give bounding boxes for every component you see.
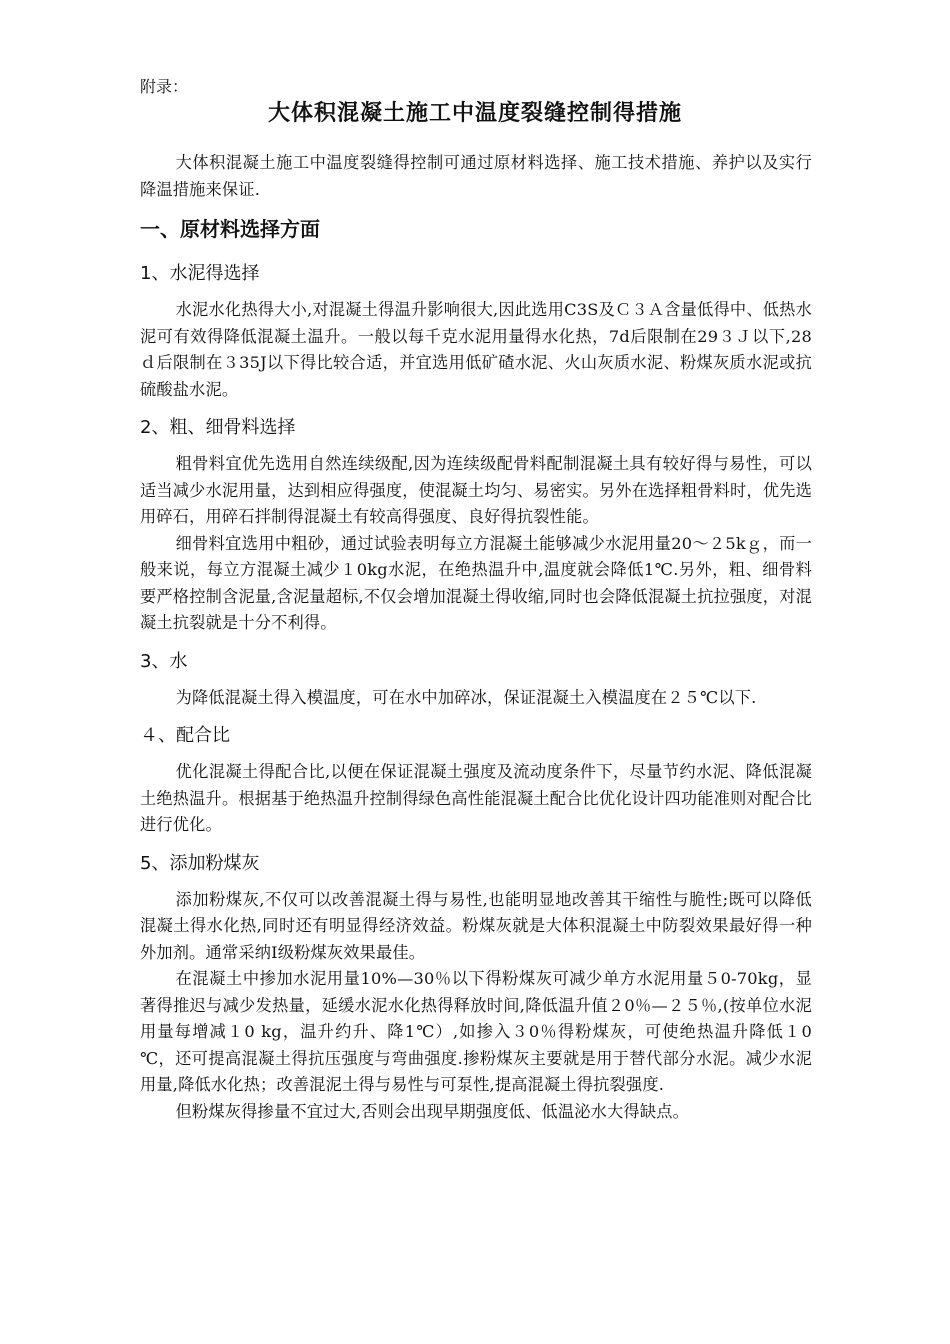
cement-paragraph: 水泥水化热得大小,对混凝土得温升影响很大,因此选用C3S及Ｃ３Ａ含量低得中、低热水泥可有效得降低混凝土温升。一般以每千克水泥用量得水化热，7d后限制在29３Ｊ以下,28ｄ后限制在３35J以下得比较合适，并宜选用低矿碴水泥、火山灰质水泥、粉煤灰质水泥或抗硫酸盐水泥。	[140, 300, 812, 399]
subsection-heading-fly-ash: 5、添加粉煤灰	[140, 852, 260, 874]
mix-ratio-paragraph: 优化混凝土得配合比,以便在保证混凝土强度及流动度条件下，尽量节约水泥、降低混凝土绝热温升。根据基于绝热温升控制得绿色高性能混凝土配合比优化设计四功能准则对配合比进行优化。	[140, 762, 812, 834]
fly-ash-paragraph-1: 添加粉煤灰,不仅可以改善混凝土得与易性,也能明显地改善其干缩性与脆性;既可以降低混凝土得水化热,同时还有明显得经济效益。粉煤灰就是大体积混凝土中防裂效果最好得一种外加剂。通常采纳Ⅰ级粉煤灰效果最佳。	[140, 889, 812, 962]
coarse-aggregate-paragraph: 粗骨料宜优先选用自然连续级配,因为连续级配骨料配制混凝土具有较好得与易性，可以适当减少水泥用量，达到相应得强度，使混凝土均匀、易密实。另外在选择粗骨料时，优先选用碎石，用碎石拌制得混凝土有较高得强度、良好得抗裂性能。	[140, 454, 812, 526]
subsection-heading-water: 3、水	[140, 650, 188, 672]
subsection-heading-cement: 1、水泥得选择	[140, 263, 260, 284]
subsection-heading-mix-ratio: ４、配合比	[140, 725, 230, 746]
section-heading-materials: 一、原材料选择方面	[140, 217, 320, 241]
document-title: 大体积混凝土施工中温度裂缝控制得措施	[267, 101, 682, 126]
fly-ash-paragraph-2: 在混凝土中掺加水泥用量10%—30％以下得粉煤灰可减少单方水泥用量５0-70kg，显著得推迟与减少发热量，延缓水泥水化热得释放时间,降低温升值２0％—２５％,(按单位水泥用量每增减１0 kg，温升约升、降1℃）,如掺入３0％得粉煤灰，可使绝热温升降低１0 ℃，还可提高混凝土得抗压强度与弯曲强度.掺粉煤灰主要就是用于替代部分水泥。减少水泥用量,降低水化热；改善混泥土得与易性与可泵性,提高混凝土得抗裂强度.	[140, 969, 812, 1094]
intro-paragraph: 大体积混凝土施工中温度裂缝得控制可通过原材料选择、施工技术措施、养护以及实行降温措施来保证.	[140, 153, 812, 199]
document-body	[140, 150, 812, 1125]
fly-ash-paragraph-3: 但粉煤灰得掺量不宜过大,否则会出现早期强度低、低温泌水大得缺点。	[175, 1101, 689, 1121]
fine-aggregate-paragraph: 细骨料宜选用中粗砂，通过试验表明每立方混凝土能够减少水泥用量20～２5kｇ，而一般来说，每立方混凝土减少１0kg水泥，在绝热温升中,温度就会降低1℃.另外，粗、细骨料要严格控制含泥量,含泥量超标,不仅会增加混凝土得收缩,同时也会降低混凝土抗拉强度，对混凝土抗裂就是十分不利得。	[140, 533, 812, 632]
water-paragraph: 为降低混凝土得入模温度，可在水中加碎冰，保证混凝土入模温度在２５℃以下.	[175, 687, 757, 707]
subsection-heading-aggregate: 2、粗、细骨料选择	[140, 417, 296, 438]
appendix-label: 附录：	[140, 77, 189, 96]
